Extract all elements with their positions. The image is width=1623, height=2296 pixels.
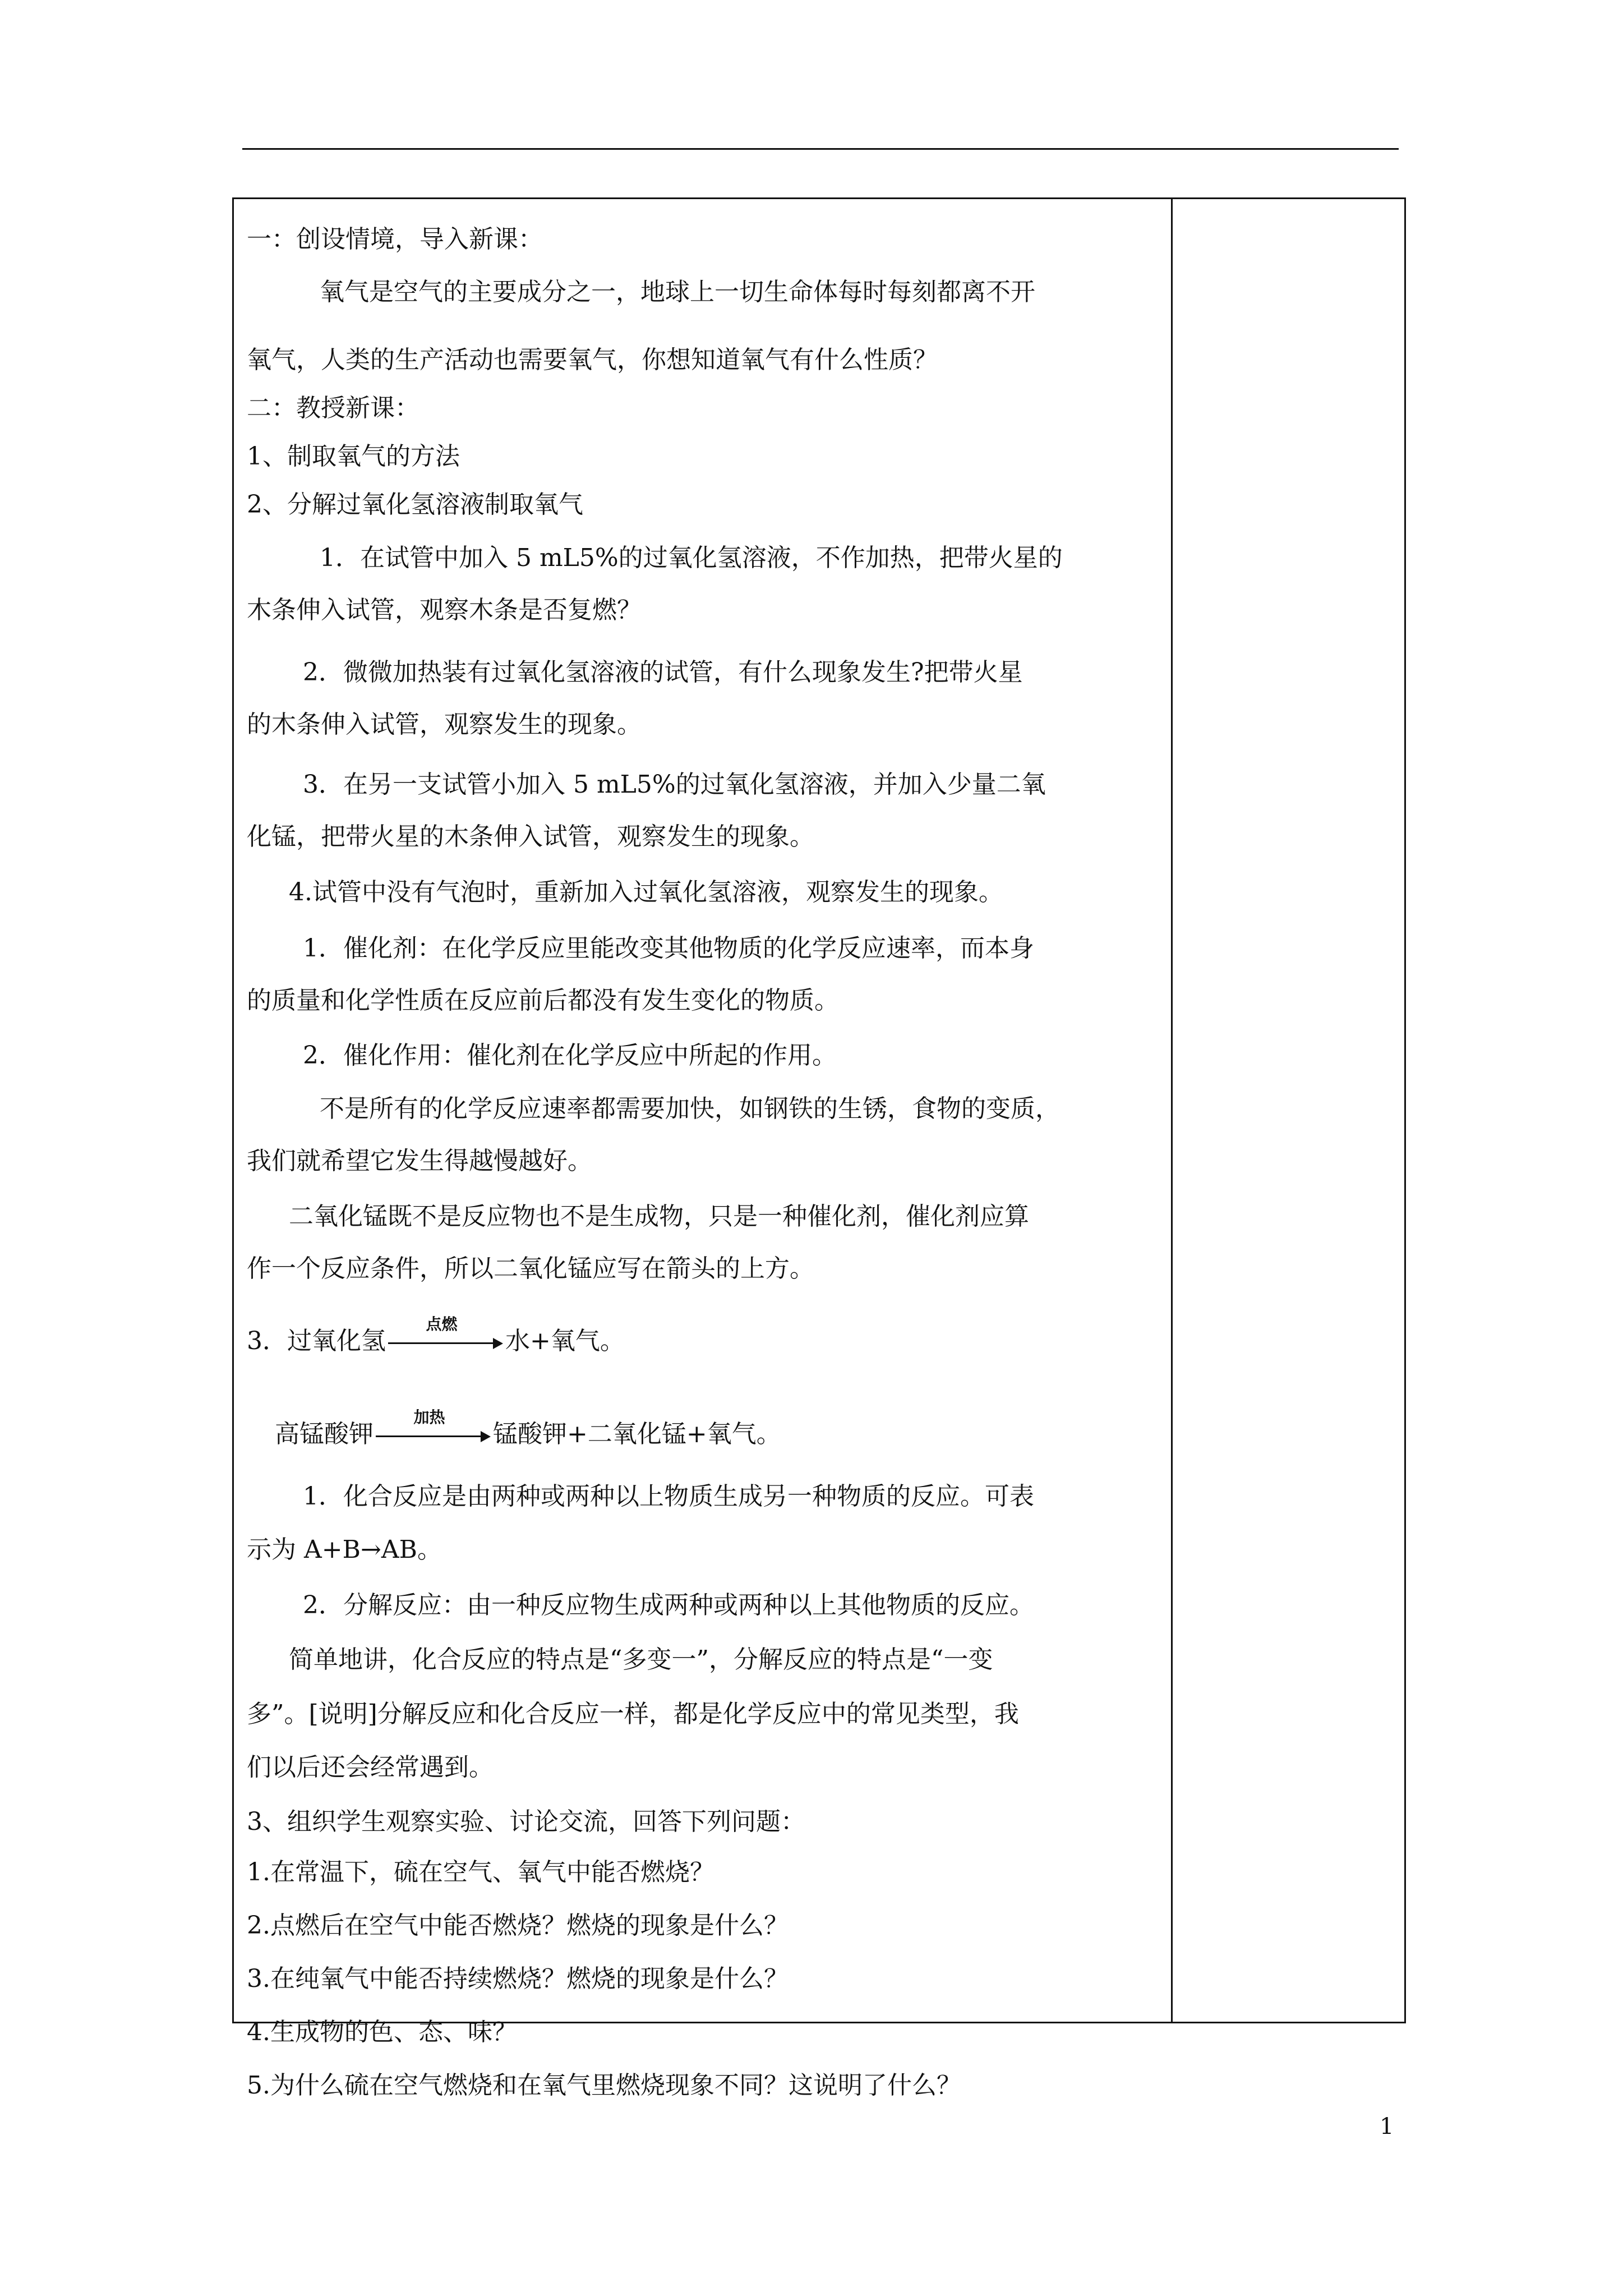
text-line: 我们就希望它发生得越慢越好。 [247, 1147, 592, 1175]
text-line: 化锰，把带火星的木条伸入试管，观察发生的现象。 [247, 822, 814, 851]
section-heading: 一：创设情境，导入新课： [247, 225, 543, 254]
table-column-divider [1171, 197, 1173, 2023]
text-line: 们以后还会经常遇到。 [247, 1753, 494, 1782]
equation-products: 水+氧气。 [505, 1327, 625, 1355]
definition-line: 1．化合反应是由两种或两种以上物质生成另一种物质的反应。可表 [303, 1482, 1034, 1511]
reaction-condition: 点燃 [426, 1314, 458, 1333]
text-line: 1、制取氧气的方法 [247, 442, 460, 471]
equation-reactant: 3．过氧化氢 [247, 1327, 386, 1355]
question-item: 5.为什么硫在空气燃烧和在氧气里燃烧现象不同？这说明了什么？ [247, 2071, 961, 2100]
text-line: 不是所有的化学反应速率都需要加快，如钢铁的生锈，食物的变质， [320, 1094, 1060, 1123]
text-line: 4.试管中没有气泡时，重新加入过氧化氢溶液，观察发生的现象。 [289, 878, 1003, 907]
text-line: 作一个反应条件，所以二氧化锰应写在箭头的上方。 [247, 1254, 814, 1283]
text-line: 的木条伸入试管，观察发生的现象。 [247, 710, 642, 739]
definition-line: 1．催化剂：在化学反应里能改变其他物质的化学反应速率，而本身 [303, 934, 1034, 963]
text-line: 简单地讲，化合反应的特点是“多变一”，分解反应的特点是“一变 [289, 1645, 993, 1674]
text-line: 1．在试管中加入 5 mL5%的过氧化氢溶液，不作加热，把带火星的 [320, 544, 1063, 572]
page-number: 1 [1380, 2114, 1394, 2139]
text-line: 的质量和化学性质在反应前后都没有发生变化的物质。 [247, 986, 839, 1015]
reaction-condition: 加热 [413, 1407, 445, 1427]
text-line: 二氧化锰既不是反应物也不是生成物，只是一种催化剂，催化剂应算 [289, 1202, 1029, 1231]
text-line: 多”。[说明]分解反应和化合反应一样，都是化学反应中的常见类型，我 [247, 1700, 1019, 1728]
text-line: 氧气，人类的生产活动也需要氧气，你想知道氧气有什么性质？ [247, 346, 938, 374]
equation-potassium-permanganate [275, 1407, 781, 1450]
arrow-head-icon [493, 1338, 503, 1349]
question-item: 4.生成物的色、态、味？ [247, 2018, 517, 2046]
text-line: 氧气是空气的主要成分之一，地球上一切生命体每时每刻都离不开 [320, 278, 1035, 306]
header-rule [242, 148, 1399, 150]
text-line: 2．微微加热装有过氧化氢溶液的试管，有什么现象发生?把带火星 [303, 658, 1023, 687]
reaction-arrow [388, 1314, 503, 1351]
arrow-head-icon [481, 1431, 491, 1442]
section-heading: 3、组织学生观察实验、讨论交流，回答下列问题： [247, 1807, 805, 1836]
reaction-arrow [376, 1407, 491, 1444]
question-item: 1.在常温下，硫在空气、氧气中能否燃烧？ [247, 1858, 714, 1887]
section-heading: 二：教授新课： [247, 394, 419, 422]
question-item: 3.在纯氧气中能否持续燃烧？燃烧的现象是什么？ [247, 1964, 789, 1993]
text-line: 3．在另一支试管小加入 5 mL5%的过氧化氢溶液，并加入少量二氧 [303, 770, 1046, 799]
equation-hydrogen-peroxide [247, 1314, 625, 1356]
equation-reactant: 高锰酸钾 [275, 1420, 374, 1448]
definition-line: 2．催化作用：催化剂在化学反应中所起的作用。 [303, 1041, 837, 1070]
text-line: 2、分解过氧化氢溶液制取氧气 [247, 490, 583, 519]
text-line: 木条伸入试管，观察木条是否复燃？ [247, 596, 642, 624]
question-item: 2.点燃后在空气中能否燃烧？燃烧的现象是什么？ [247, 1911, 789, 1940]
text-line: 示为 A+B→AB。 [247, 1535, 442, 1564]
definition-line: 2．分解反应：由一种反应物生成两种或两种以上其他物质的反应。 [303, 1591, 1034, 1619]
equation-products: 锰酸钾+二氧化锰+氧气。 [493, 1420, 781, 1448]
